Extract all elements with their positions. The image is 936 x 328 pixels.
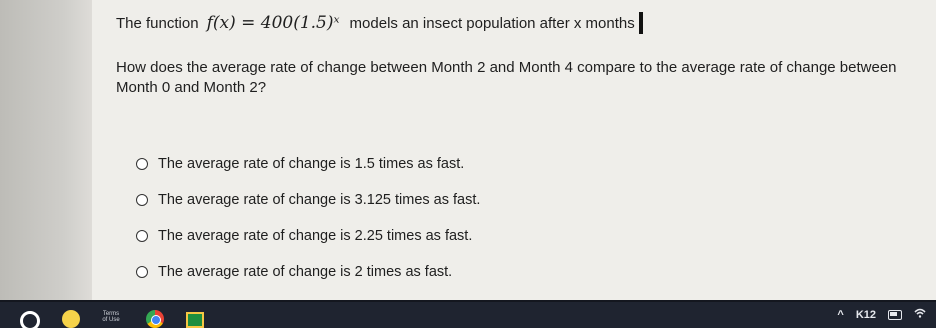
chevron-up-icon[interactable]: ^ — [837, 308, 844, 321]
terms-icon[interactable]: Terms of Use — [102, 311, 120, 323]
answer-option-1[interactable] — [136, 146, 480, 182]
classroom-icon[interactable] — [186, 312, 204, 328]
wifi-icon — [914, 308, 926, 321]
answer-label: The average rate of change is 1.5 times as fast. — [158, 156, 465, 172]
radio-button[interactable] — [136, 266, 148, 278]
stem-suffix: models an insect population after x months — [349, 14, 635, 32]
stem-prefix: The function — [116, 14, 199, 32]
function-formula: f(x) = 400(1.5)ˣ — [206, 13, 340, 33]
left-panel-strip — [0, 0, 92, 300]
k12-label: K12 — [855, 308, 876, 321]
launcher-icon[interactable] — [20, 311, 40, 328]
answer-label: The average rate of change is 3.125 times as fast. — [158, 192, 481, 208]
system-tray[interactable] — [837, 308, 926, 321]
answer-option-3[interactable] — [136, 218, 480, 254]
taskbar — [0, 300, 936, 328]
text-cursor — [639, 12, 643, 34]
battery-icon — [888, 310, 902, 320]
question-stem — [116, 12, 643, 34]
answer-label: The average rate of change is 2.25 times as fast. — [158, 228, 473, 244]
answer-label: The average rate of change is 2 times as fast. — [158, 264, 453, 280]
answer-option-2[interactable] — [136, 182, 480, 218]
drive-icon[interactable] — [62, 310, 80, 328]
answer-options — [136, 146, 480, 290]
answer-option-4[interactable] — [136, 254, 480, 290]
radio-button[interactable] — [136, 158, 148, 170]
chrome-icon[interactable] — [146, 310, 164, 328]
radio-button[interactable] — [136, 194, 148, 206]
radio-button[interactable] — [136, 230, 148, 242]
question-text: How does the average rate of change between Month 2 and Month 4 compare to the average rate of change between Month 0 and Month 2? — [116, 59, 897, 96]
